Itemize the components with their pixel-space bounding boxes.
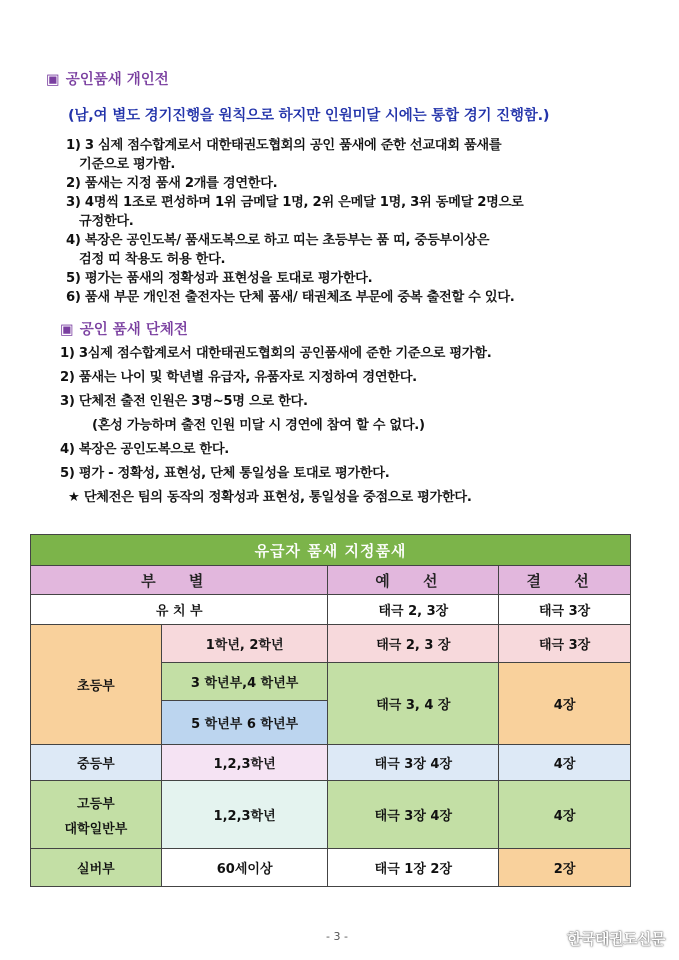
header-prelim: 예 선 [328, 566, 499, 595]
middle-grade: 1,2,3학년 [161, 745, 328, 781]
senior-final: 2장 [499, 849, 631, 887]
elementary-g12-prelim: 태극 2, 3 장 [328, 625, 499, 663]
section2-title: 공인 품새 단체전 [79, 322, 188, 338]
list-item: 1) 3 심제 점수합계로서 대한태권도협회의 공인 품새에 준한 선교대회 품새를 기준으로 평가함. [66, 138, 502, 172]
kindergarten-prelim: 태극 2, 3장 [328, 595, 499, 625]
elementary-g12-final: 태극 3장 [499, 625, 631, 663]
section1-heading [46, 68, 169, 89]
senior-grade: 60세이상 [161, 849, 328, 887]
high-prelim: 태극 3장 4장 [328, 781, 499, 849]
elementary-upper-prelim: 태극 3, 4 장 [328, 663, 499, 745]
middle-final: 4장 [499, 745, 631, 781]
high-label: 고등부 대학일반부 [31, 781, 162, 849]
high-final: 4장 [499, 781, 631, 849]
list-item: 2) 품새는 나이 및 학년별 유급자, 유품자로 지정하여 경연한다. [60, 370, 417, 385]
list-item: 2) 품새는 지정 품새 2개를 경연한다. [66, 176, 278, 191]
section1-note: (남,여 별도 경기진행을 원칙으로 하지만 인원미달 시에는 통합 경기 진행함.) [68, 108, 550, 124]
list-item: 5) 평가는 품새의 정확성과 표현성을 토대로 평가한다. [66, 271, 373, 286]
kindergarten-label: 유 치 부 [31, 595, 328, 625]
list-item-note: (혼성 가능하며 출전 인원 미달 시 경연에 참여 할 수 없다.) [92, 418, 425, 433]
list-item: 6) 품새 부문 개인전 출전자는 단체 품새/ 태권체조 부문에 중복 출전할 수 있다. [66, 290, 515, 305]
section1-title: 공인품새 개인전 [65, 72, 169, 88]
elementary-g34-grade: 3 학년부,4 학년부 [161, 663, 328, 701]
elementary-g56-grade: 5 학년부 6 학년부 [161, 701, 328, 745]
designated-poomsae-table [30, 534, 631, 887]
senior-prelim: 태극 1장 2장 [328, 849, 499, 887]
list-item: 5) 평가 - 정확성, 표현성, 단체 통일성을 토대로 평가한다. [60, 466, 390, 481]
watermark-logo: 한국태권도신문 [567, 930, 665, 948]
section2-heading [60, 318, 188, 339]
section1-rules-list [66, 136, 656, 307]
list-item-star: ★ 단체전은 팀의 동작의 정확성과 표현성, 통일성을 중점으로 평가한다. [68, 490, 472, 505]
elementary-g12-grade: 1학년, 2학년 [161, 625, 328, 663]
list-item: 4) 복장은 공인도복/ 품새도복으로 하고 띠는 초등부는 품 띠, 중등부이상은 검정 띠 착용도 허용 한다. [66, 233, 490, 267]
page-number: - 3 - [326, 930, 348, 943]
elementary-upper-final: 4장 [499, 663, 631, 745]
table-title: 유급자 품새 지정품새 [31, 535, 631, 566]
section2-rules-list [60, 342, 660, 510]
header-final: 결 선 [499, 566, 631, 595]
list-item: 3) 4명씩 1조로 편성하며 1위 금메달 1명, 2위 은메달 1명, 3위 동메달 2명으로 규정한다. [66, 195, 524, 229]
middle-label: 중등부 [31, 745, 162, 781]
list-item: 4) 복장은 공인도복으로 한다. [60, 442, 230, 457]
square-bullet-icon: ▣ [46, 72, 60, 88]
middle-prelim: 태극 3장 4장 [328, 745, 499, 781]
senior-label: 실버부 [31, 849, 162, 887]
square-bullet-icon: ▣ [60, 322, 74, 338]
list-item: 1) 3심제 점수합계로서 대한태권도협회의 공인품새에 준한 기준으로 평가함. [60, 346, 492, 361]
elementary-label: 초등부 [31, 625, 162, 745]
list-item: 3) 단체전 출전 인원은 3명~5명 으로 한다. [60, 394, 308, 409]
header-division: 부 별 [31, 566, 328, 595]
kindergarten-final: 태극 3장 [499, 595, 631, 625]
high-grade: 1,2,3학년 [161, 781, 328, 849]
